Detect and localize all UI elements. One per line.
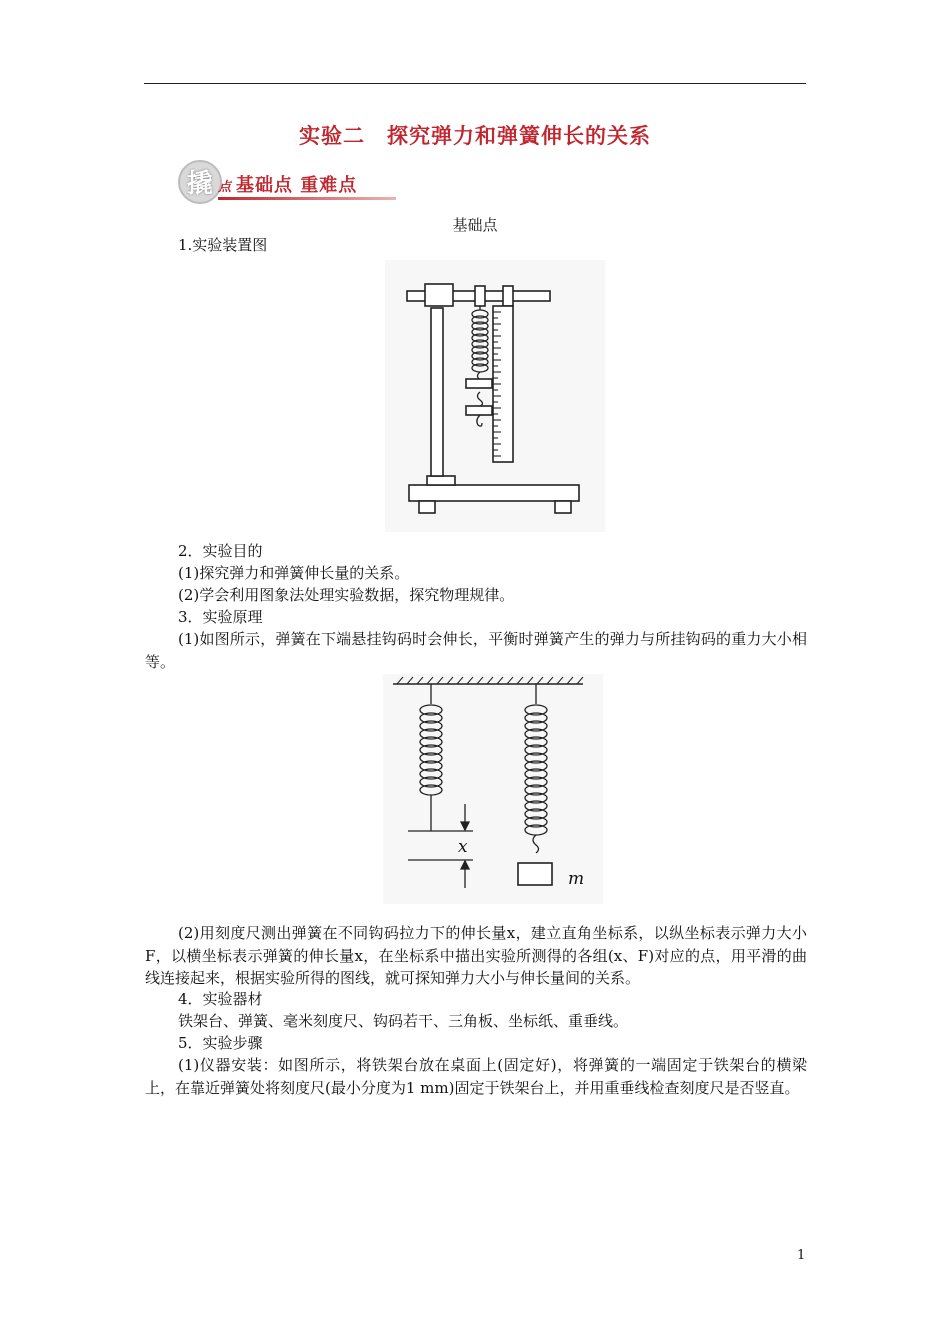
subheading: 基础点 xyxy=(452,216,498,234)
apparatus-figure xyxy=(385,260,605,532)
badge-tail: 点 xyxy=(218,180,232,195)
section-1-heading: 1.实验装置图 xyxy=(178,236,268,254)
principle-2: (2)用刻度尺测出弹簧在不同钩码拉力下的伸长量x，建立直角坐标系，以纵坐标表示弹力大小F，以横坐标表示弹簧的伸长量x，在坐标系中描出实验所测得的各组(x、F)对应的点，用平滑的曲线连接起来，根据实验所得的图线，就可探知弹力大小与伸长量间的关系。 xyxy=(145,924,807,987)
principle-1: (1)如图所示，弹簧在下端悬挂钩码时会伸长，平衡时弹簧产生的弹力与所挂钩码的重力大小相等。 xyxy=(145,630,807,671)
section-2-heading: 2．实验目的 xyxy=(178,542,263,560)
section-badge xyxy=(178,160,398,208)
equipment-list: 铁架台、弹簧、毫米刻度尺、钩码若干、三角板、坐标纸、重垂线。 xyxy=(178,1012,629,1030)
header-rule xyxy=(144,83,806,84)
badge-label: 基础点 重难点 xyxy=(236,175,358,196)
page-number: 1 xyxy=(797,1248,806,1263)
purpose-1: (1)探究弹力和弹簧伸长量的关系。 xyxy=(178,564,410,582)
badge-circle-icon: 撬 xyxy=(178,160,222,204)
step-1: (1)仪器安装：如图所示，将铁架台放在桌面上(固定好)，将弹簧的一端固定于铁架台的横梁上，在靠近弹簧处将刻度尺(最小分度为1 mm)固定于铁架台上，并用重垂线检查刻度尺是否竖直。 xyxy=(145,1056,807,1097)
section-5-heading: 5．实验步骤 xyxy=(178,1034,263,1052)
m-label: m xyxy=(568,869,585,889)
page-title: 实验二 探究弹力和弹簧伸长的关系 xyxy=(299,124,651,148)
purpose-2: (2)学会利用图象法处理实验数据，探究物理规律。 xyxy=(178,586,515,604)
badge-underline xyxy=(218,197,396,200)
section-4-heading: 4．实验器材 xyxy=(178,990,263,1008)
x-label: x xyxy=(458,837,468,857)
section-3-heading: 3．实验原理 xyxy=(178,608,263,626)
